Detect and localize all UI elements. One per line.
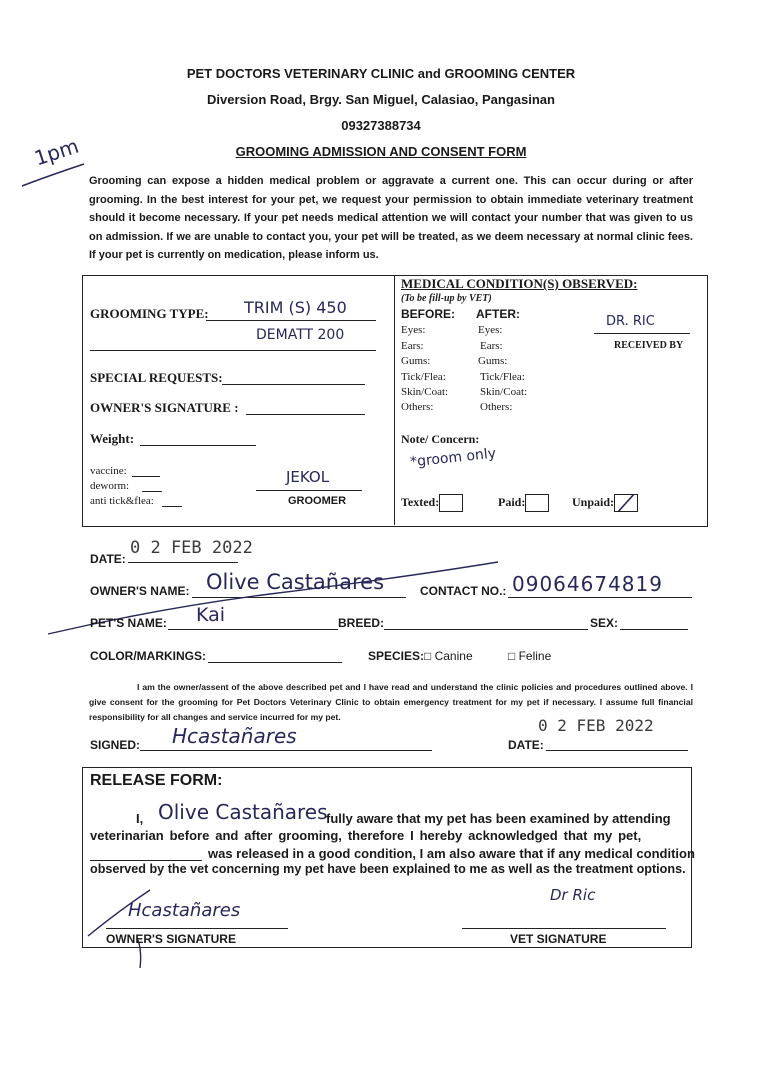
vaccine-label: vaccine:: [90, 465, 127, 477]
consent-date-line: [546, 750, 688, 751]
breed-line: [384, 629, 588, 630]
grooming-type-line1: [206, 320, 376, 321]
paid-field: [498, 494, 549, 512]
grooming-type-label: GROOMING TYPE:: [90, 306, 209, 321]
paid-label: Paid:: [498, 494, 526, 509]
texted-field: [401, 494, 463, 512]
consent-date-stamp: 0 2 FEB 2022: [538, 716, 654, 735]
clinic-name: PET DOCTORS VETERINARY CLINIC and GROOMING CENTER: [186, 66, 576, 81]
before-row-ears: Ears:: [401, 340, 424, 352]
release-line3: was released in a good condition, I am also aware that if any medical condition: [208, 846, 695, 861]
owner-signature-line: [246, 414, 365, 415]
medical-subtitle: (To be fill-up by VET): [401, 293, 492, 304]
release-line4: observed by the vet concerning my pet have been explained to me as well as the treatment options.: [90, 862, 686, 876]
species-label: SPECIES:: [368, 649, 425, 663]
intro-paragraph: Grooming can expose a hidden medical problem or aggravate a current one. This can occur during or after grooming. In the best interest for your pet, we request your permission to obtain immediate veterinary treatment should it become necessary. If your pet needs medical attention we will contact your number that was given to us on admission. If we are unable to contact you, your pet will be treated, as we deem necessary at normal clinic fees. If your pet is currently on medication, please inform us.: [89, 175, 693, 261]
received-by-line: [594, 333, 690, 334]
after-row-eyes: Eyes:: [478, 324, 503, 336]
paid-checkbox[interactable]: [525, 494, 549, 512]
consent-paragraph: I am the owner/assent of the above described pet and I have read and understand the clinic policies and procedures outlined above. I give consent for the grooming for Pet Doctors Veterinary Clinic to obtain emergency treatment for my pet if necessary. I assume full financial responsibility for all changes and service incurred for my pet.: [89, 682, 693, 722]
groomer-label: GROOMER: [288, 495, 347, 507]
after-label: AFTER:: [476, 307, 520, 321]
unpaid-field: [572, 494, 638, 512]
margin-note-stroke: [18, 160, 88, 190]
release-box-bottom: [82, 947, 692, 948]
sex-line: [620, 629, 688, 630]
signed-label: SIGNED:: [90, 738, 141, 752]
date-stamp: 0 2 FEB 2022: [130, 538, 253, 558]
texted-checkbox[interactable]: [439, 494, 463, 512]
release-line1-prefix: I,: [136, 811, 144, 826]
weight-label: Weight:: [90, 431, 135, 446]
deworm-line: [142, 491, 162, 492]
owner-signature-label-release: OWNER'S SIGNATURE: [106, 932, 236, 946]
before-row-skincoat: Skin/Coat:: [401, 386, 449, 398]
groomer-line: [256, 490, 362, 491]
before-row-gums: Gums:: [401, 355, 431, 367]
release-owner-name: Olive Castañares: [158, 800, 328, 824]
antitick-label: anti tick&flea:: [90, 495, 154, 507]
consent-date-label: DATE:: [508, 738, 544, 752]
vet-signature-value: Dr Ric: [550, 886, 596, 904]
note-label: Note/ Concern:: [401, 432, 480, 446]
before-label: BEFORE:: [401, 307, 455, 321]
owner-signature-stroke: [80, 880, 160, 970]
clinic-address: Diversion Road, Brgy. San Miguel, Calasiao, Pangasinan: [207, 92, 555, 107]
sex-label: SEX:: [590, 616, 619, 630]
color-line: [208, 662, 342, 663]
after-row-skincoat: Skin/Coat:: [480, 386, 528, 398]
box-divider: [394, 276, 395, 525]
texted-label: Texted:: [401, 494, 440, 509]
before-row-tickflea: Tick/Flea:: [401, 371, 446, 383]
after-row-tickflea: Tick/Flea:: [480, 371, 525, 383]
deworm-label: deworm:: [90, 480, 130, 492]
received-by-name: DR. RIC: [606, 314, 655, 329]
feline-option[interactable]: [508, 649, 551, 663]
canine-label: Canine: [434, 649, 473, 663]
color-label: COLOR/MARKINGS:: [90, 649, 206, 663]
medical-title: MEDICAL CONDITION(S) OBSERVED:: [401, 276, 638, 291]
breed-label: BREED:: [338, 616, 385, 630]
pet-name-value: Kai: [196, 604, 226, 626]
owner-name-value: Olive Castañares: [206, 570, 385, 594]
release-title: RELEASE FORM:: [90, 772, 223, 789]
after-row-ears: Ears:: [480, 340, 503, 352]
before-row-eyes: Eyes:: [401, 324, 426, 336]
canine-checkbox[interactable]: □: [424, 649, 435, 663]
vaccine-line: [132, 476, 160, 477]
before-row-others: Others:: [401, 401, 434, 413]
canine-option[interactable]: [424, 649, 473, 663]
after-row-gums: Gums:: [478, 355, 508, 367]
contact-label: CONTACT NO.:: [420, 584, 507, 598]
feline-checkbox[interactable]: □: [508, 649, 519, 663]
date-label: DATE:: [90, 552, 126, 566]
owner-signature-value: Hcastañares: [128, 900, 241, 921]
grooming-type-value-2: DEMATT 200: [256, 327, 345, 343]
owner-signature-label: OWNER'S SIGNATURE :: [90, 400, 239, 415]
unpaid-label: Unpaid:: [572, 494, 615, 509]
special-requests-line: [222, 384, 365, 385]
clinic-phone: 09327388734: [341, 118, 421, 133]
pet-name-line: [168, 629, 338, 630]
special-requests-label: SPECIAL REQUESTS:: [90, 370, 223, 385]
owner-signature-line: [106, 928, 288, 929]
grooming-type-line2: [90, 350, 376, 351]
owner-name-label: OWNER'S NAME:: [90, 584, 190, 598]
release-pet-line: [90, 860, 202, 861]
contact-value: 09064674819: [512, 572, 663, 596]
release-line1: fully aware that my pet has been examined by attending: [326, 811, 671, 826]
margin-note: 1pm: [31, 133, 82, 171]
vet-signature-line: [462, 928, 666, 929]
release-line2: veterinarian before and after grooming, therefore I hereby acknowledged that my pet,: [90, 828, 642, 843]
note-value: *groom only: [409, 445, 497, 471]
antitick-line: [162, 506, 182, 507]
signed-value: Hcastañares: [172, 724, 297, 748]
after-row-others: Others:: [480, 401, 513, 413]
weight-line: [140, 445, 256, 446]
received-by-label: RECEIVED BY: [614, 340, 684, 351]
groomer-name: JEKOL: [286, 468, 330, 486]
grooming-type-value-1: TRIM (S) 450: [244, 298, 347, 317]
feline-label: Feline: [518, 649, 552, 663]
signed-line: [140, 750, 432, 751]
unpaid-checkbox[interactable]: [614, 494, 638, 512]
check-mark-icon: [615, 495, 637, 511]
pet-name-label: PET'S NAME:: [90, 616, 167, 630]
vet-signature-label: VET SIGNATURE: [510, 932, 607, 946]
contact-line: [508, 597, 692, 598]
form-title: GROOMING ADMISSION AND CONSENT FORM: [235, 144, 527, 159]
